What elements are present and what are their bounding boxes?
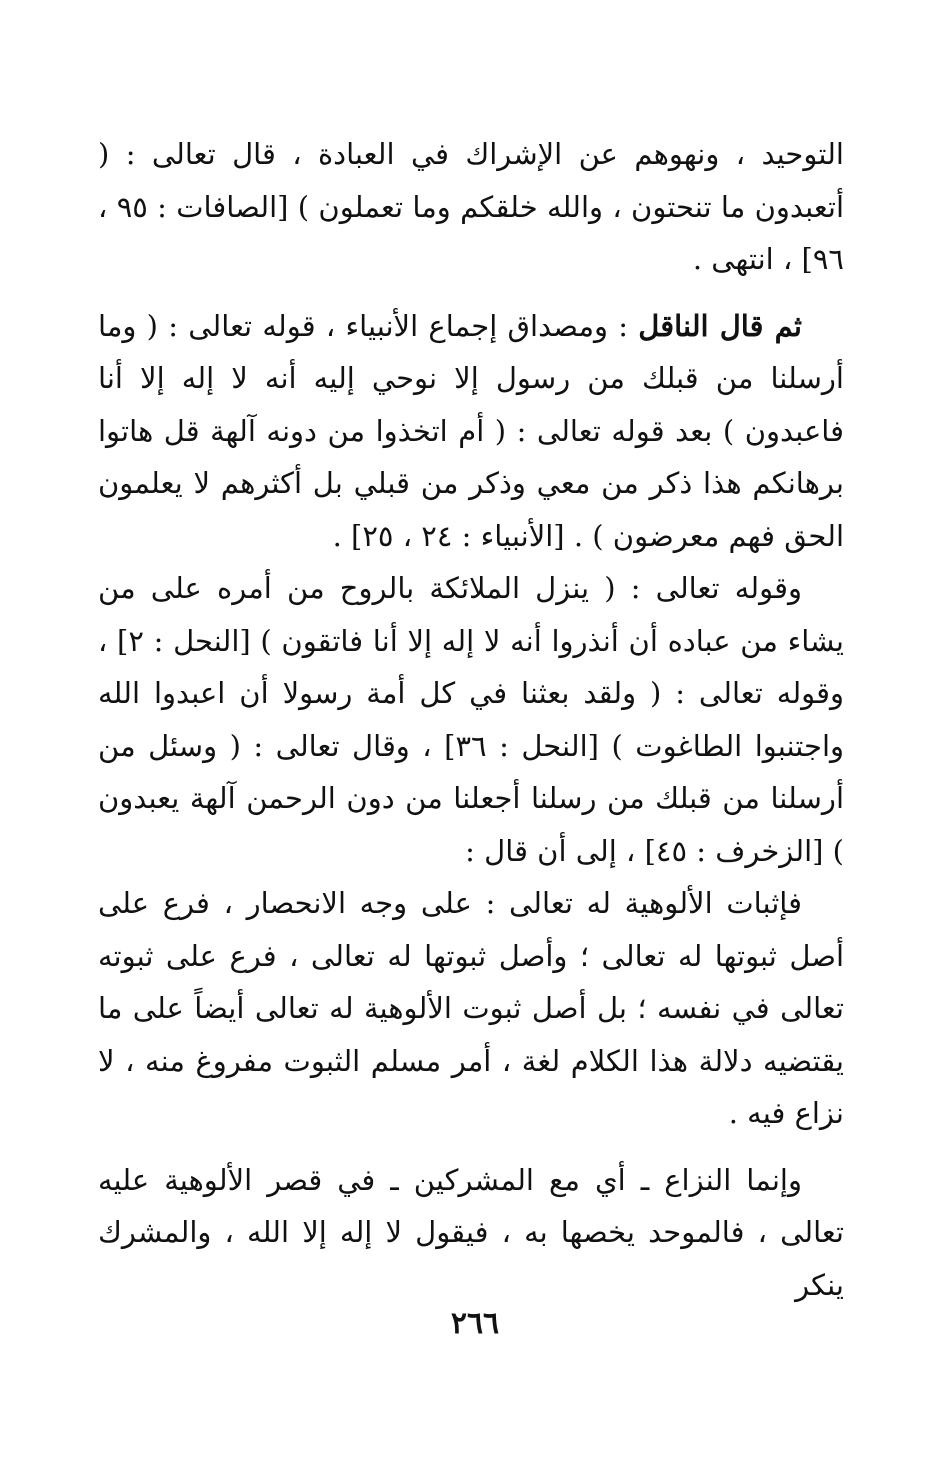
paragraph-5 — [98, 1154, 844, 1312]
paragraph-3 — [98, 562, 844, 877]
paragraph-4 — [98, 877, 844, 1140]
paragraph-4-text: فإثبات الألوهية له تعالى : على وجه الانحصار ، فرع على أصل ثبوتها له تعالى ؛ وأصل ثبوتها له تعالى ، فرع على ثبوته تعالى في نفسه ؛ بل أصل ثبوت الألوهية له تعالى أيضاً على ما يقتضيه دلالة هذا الكلام لغة ، أمر مسلم الثبوت مفروغ منه ، لا نزاع فيه . — [98, 886, 844, 1130]
paragraph-1 — [98, 128, 844, 286]
paragraph-2-lead: ثم قال الناقل — [638, 308, 802, 343]
paragraph-3-text: وقوله تعالى : ( ينزل الملائكة بالروح من أمره على من يشاء من عباده أن أنذروا أنه لا إله إلا أنا فاتقون ) [النحل : ٢] ، وقوله تعالى : ( ولقد بعثنا في كل أمة رسولا أن اعبدوا الله واجتنبوا الطاغوت ) [النحل : ٣٦] ، وقال تعالى : ( وسئل من أرسلنا من قبلك من رسلنا أجعلنا من دون الرحمن آلهة يعبدون ) [الزخرف : ٤٥] ، إلى أن قال : — [98, 571, 844, 868]
paragraph-2 — [98, 300, 844, 563]
paragraph-1-text: التوحيد ، ونهوهم عن الإشراك في العبادة ، قال تعالى : ( أتعبدون ما تنحتون ، والله خلقكم وما تعملون ) [الصافات : ٩٥ ، ٩٦] ، انتهى . — [98, 137, 844, 276]
page-number: ٢٦٦ — [450, 1306, 500, 1341]
body-text — [98, 128, 844, 1311]
paragraph-5-text: وإنما النزاع ـ أي مع المشركين ـ في قصر الألوهية عليه تعالى ، فالموحد يخصها به ، فيقول لا إله إلا الله ، والمشرك ينكر — [98, 1162, 844, 1302]
paragraph-2-text: : ومصداق إجماع الأنبياء ، قوله تعالى : ( وما أرسلنا من قبلك من رسول إلا نوحي إليه أنه لا إله إلا أنا فاعبدون ) بعد قوله تعالى : ( أم اتخذوا من دونه آلهة قل هاتوا برهانكم هذا ذكر من معي وذكر من قبلي بل أكثرهم لا يعلمون الحق فهم معرضون ) . [الأنبياء : ٢٤ ، ٢٥] . — [98, 308, 844, 553]
